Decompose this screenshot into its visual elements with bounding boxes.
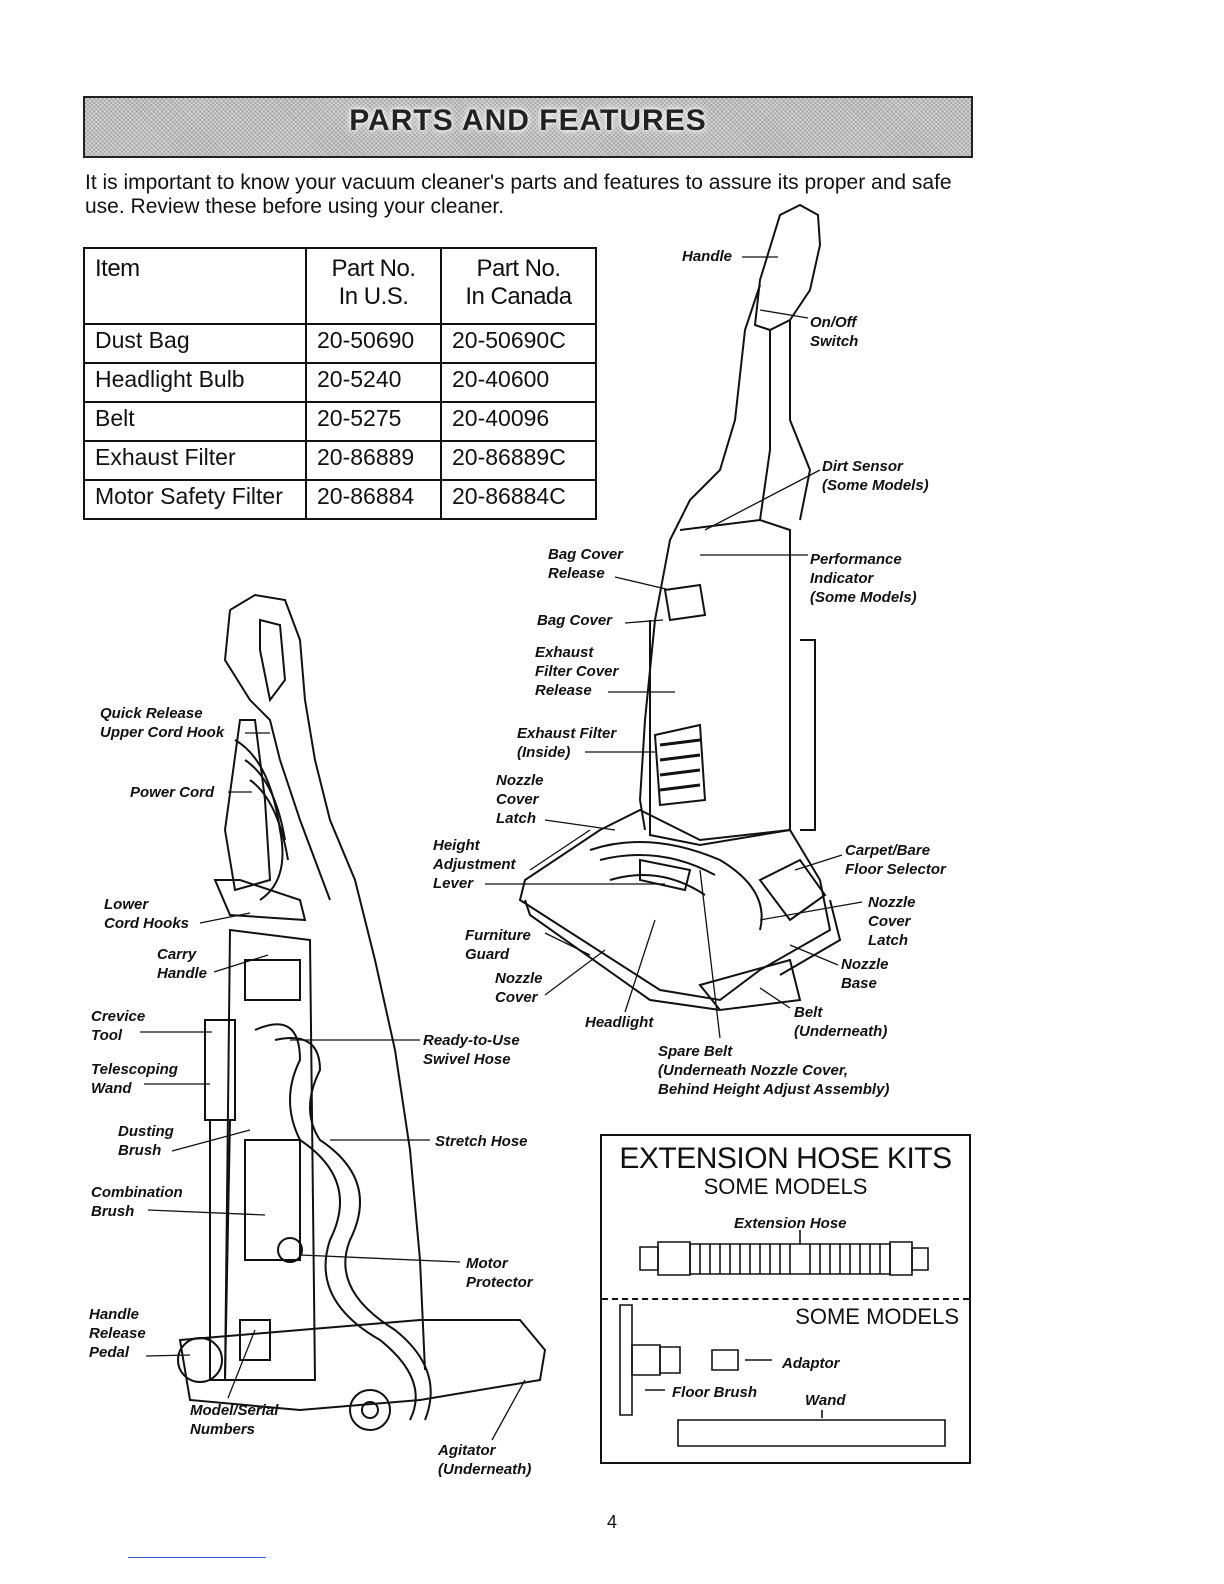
header-part-canada: Part No. In Canada [441,248,596,324]
cell-item: Headlight Bulb [84,363,306,402]
cell-part-us: 20-86884 [306,480,441,519]
rear-view-vacuum-drawing [178,595,545,1430]
label-exhaust-filter-cover-release: Exhaust Filter Cover Release [535,644,619,699]
cell-part-canada: 20-40096 [441,402,596,441]
cell-item: Belt [84,402,306,441]
label-handle-release-pedal: Handle Release Pedal [89,1306,146,1361]
cell-part-canada: 20-86889C [441,441,596,480]
kit-subtitle: SOME MODELS [703,1174,868,1199]
label-nozzle-base: Nozzle Base [841,956,889,992]
intro-paragraph: It is important to know your vacuum cleaner's parts and features to assure its proper and safe use. Review these before using your cleaner. [85,171,952,218]
label-bag-cover: Bag Cover [537,612,613,629]
label-model-serial-numbers: Model/Serial Numbers [190,1402,279,1438]
label-carry-handle: Carry Handle [157,946,208,982]
label-wand: Wand [805,1392,846,1409]
header-item: Item [84,248,306,324]
kit-title: EXTENSION HOSE KITS [619,1142,952,1175]
label-extension-hose: Extension Hose [734,1215,847,1232]
label-nozzle-cover-latch-right: Nozzle Cover Latch [868,894,916,949]
cell-part-canada: 20-86884C [441,480,596,519]
cell-item: Motor Safety Filter [84,480,306,519]
label-quick-release-upper-cord-hook: Quick Release Upper Cord Hook [100,705,225,741]
cell-item: Dust Bag [84,324,306,363]
section-title: PARTS AND FEATURES [349,104,707,137]
label-performance-indicator: Performance Indicator (Some Models) [810,551,917,606]
cell-part-canada: 20-40600 [441,363,596,402]
cell-part-canada: 20-50690C [441,324,596,363]
footer-rule [128,1557,266,1558]
label-furniture-guard: Furniture Guard [465,927,531,963]
kit-subtitle-2: SOME MODELS [795,1304,959,1329]
front-view-vacuum-drawing [520,205,840,1010]
kit-divider [602,1298,969,1300]
label-combination-brush: Combination Brush [91,1184,183,1220]
cell-item: Exhaust Filter [84,441,306,480]
label-bag-cover-release: Bag Cover Release [548,546,624,582]
header-part-us: Part No. In U.S. [306,248,441,324]
label-agitator: Agitator (Underneath) [438,1442,532,1478]
label-motor-protector: Motor Protector [466,1255,533,1291]
label-handle: Handle [682,248,733,265]
extension-hose-kits-box [600,1134,971,1464]
label-crevice-tool: Crevice Tool [91,1008,146,1044]
label-nozzle-cover-latch-left: Nozzle Cover Latch [496,772,544,827]
label-exhaust-filter: Exhaust Filter (Inside) [517,725,617,761]
cell-part-us: 20-5240 [306,363,441,402]
label-spare-belt: Spare Belt (Underneath Nozzle Cover, Behind Height Adjust Assembly) [658,1043,890,1098]
cell-part-us: 20-50690 [306,324,441,363]
label-floor-brush: Floor Brush [672,1384,757,1401]
label-stretch-hose: Stretch Hose [435,1133,528,1150]
label-belt-underneath: Belt (Underneath) [794,1004,888,1040]
cell-part-us: 20-86889 [306,441,441,480]
label-ready-to-use-swivel-hose: Ready-to-Use Swivel Hose [423,1032,520,1068]
label-dusting-brush: Dusting Brush [118,1123,174,1159]
label-adaptor: Adaptor [782,1355,840,1372]
cell-part-us: 20-5275 [306,402,441,441]
label-telescoping-wand: Telescoping Wand [91,1061,178,1097]
label-on-off-switch: On/Off Switch [810,314,859,350]
label-dirt-sensor: Dirt Sensor (Some Models) [822,458,929,494]
page-number: 4 [606,1512,617,1532]
label-power-cord: Power Cord [130,784,215,801]
label-nozzle-cover: Nozzle Cover [495,970,543,1006]
label-lower-cord-hooks: Lower Cord Hooks [104,896,190,932]
label-height-adjustment-lever: Height Adjustment Lever [433,837,516,892]
label-carpet-bare-floor-selector: Carpet/Bare Floor Selector [845,842,946,878]
label-headlight: Headlight [585,1014,654,1031]
